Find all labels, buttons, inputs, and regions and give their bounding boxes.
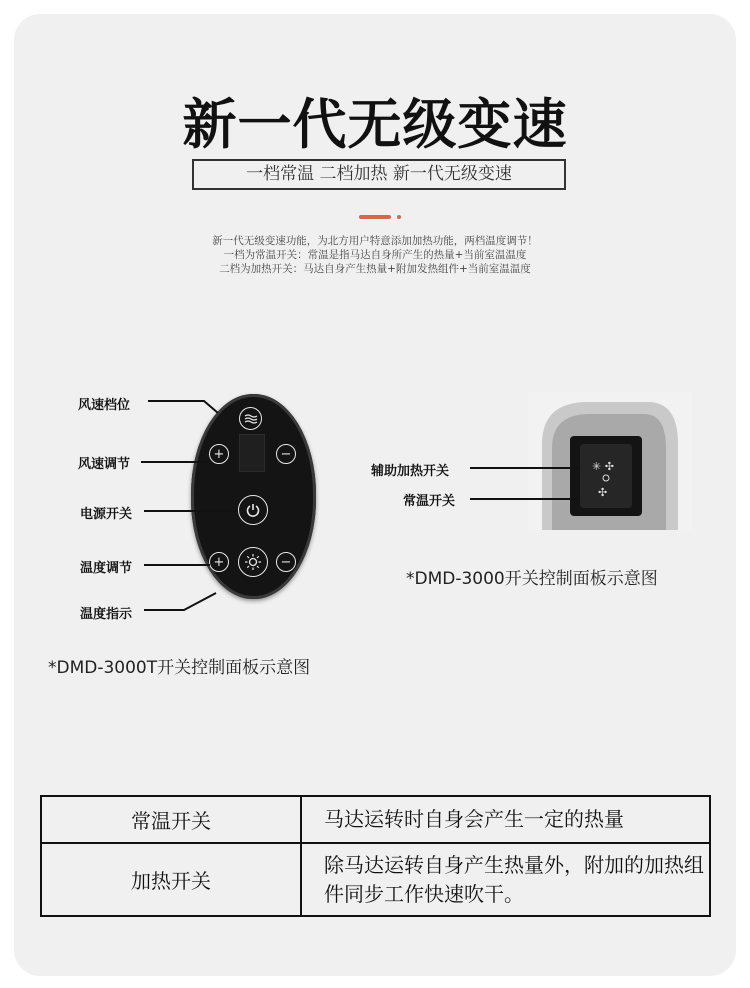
temp-plus-button[interactable]: +: [209, 552, 229, 572]
svg-text:✳ ✣: ✳ ✣: [592, 460, 614, 473]
speed-plus-button[interactable]: +: [209, 444, 229, 464]
wind-icon[interactable]: [239, 407, 262, 430]
leader-fan-adjust: [141, 461, 209, 463]
callout-fan-adjust: 风速调节: [78, 457, 131, 472]
switch-illustration: [528, 392, 692, 530]
table-row: [41, 843, 710, 916]
svg-text:✣: ✣: [598, 486, 608, 499]
switch-photo: [528, 392, 692, 530]
leader-aux-heat: [470, 467, 578, 469]
callout-normal-temp: 常温开关: [403, 494, 456, 509]
callout-fan-level: 风速档位: [78, 398, 131, 413]
accent-dash: [359, 215, 391, 219]
power-glyph: [245, 502, 261, 518]
sun-glyph: [244, 553, 262, 571]
speed-display: [239, 434, 265, 472]
subtitle-box: 一档常温 二档加热 新一代无级变速: [192, 159, 566, 190]
desc-line-3: 二档为加热开关：马达自身产生热量+附加发热组件+当前室温温度: [219, 263, 531, 275]
temp-minus-button[interactable]: −: [276, 552, 296, 572]
callout-power: 电源开关: [80, 507, 133, 522]
page-title: 新一代无级变速: [182, 93, 568, 156]
desc-line-1: 新一代无级变速功能，为北方用户特意添加加热功能，两档温度调节！: [212, 235, 538, 247]
accent-dot: [397, 215, 401, 219]
caption-dmd3000: *DMD-3000开关控制面板示意图: [406, 569, 658, 589]
row-name: 加热开关: [41, 843, 301, 916]
leader-power: [144, 510, 238, 512]
leader-fan-level: [148, 398, 228, 414]
callout-temp-indicator: 温度指示: [80, 607, 133, 622]
leader-normal-temp: [470, 498, 578, 500]
callout-temp-adjust: 温度调节: [80, 561, 133, 576]
leader-temp-indicator: [144, 590, 224, 616]
caption-dmd3000t: *DMD-3000T开关控制面板示意图: [48, 658, 311, 678]
power-icon[interactable]: [238, 495, 268, 525]
spec-table: [40, 795, 711, 917]
sun-icon[interactable]: [238, 547, 268, 577]
wind-glyph: [244, 413, 258, 425]
callout-aux-heat: 辅助加热开关: [371, 464, 450, 479]
table-row: [41, 796, 710, 843]
row-desc: 除马达运转自身产生热量外，附加的加热组件同步工作快速吹干。: [301, 843, 710, 916]
control-panel-dmd3000t: [191, 394, 316, 599]
row-desc: 马达运转时自身会产生一定的热量: [301, 796, 710, 843]
speed-minus-button[interactable]: −: [276, 444, 296, 464]
desc-line-2: 一档为常温开关：常温是指马达自身所产生的热量+当前室温温度: [223, 249, 527, 261]
leader-temp-adjust: [144, 564, 210, 566]
row-name: 常温开关: [41, 796, 301, 843]
